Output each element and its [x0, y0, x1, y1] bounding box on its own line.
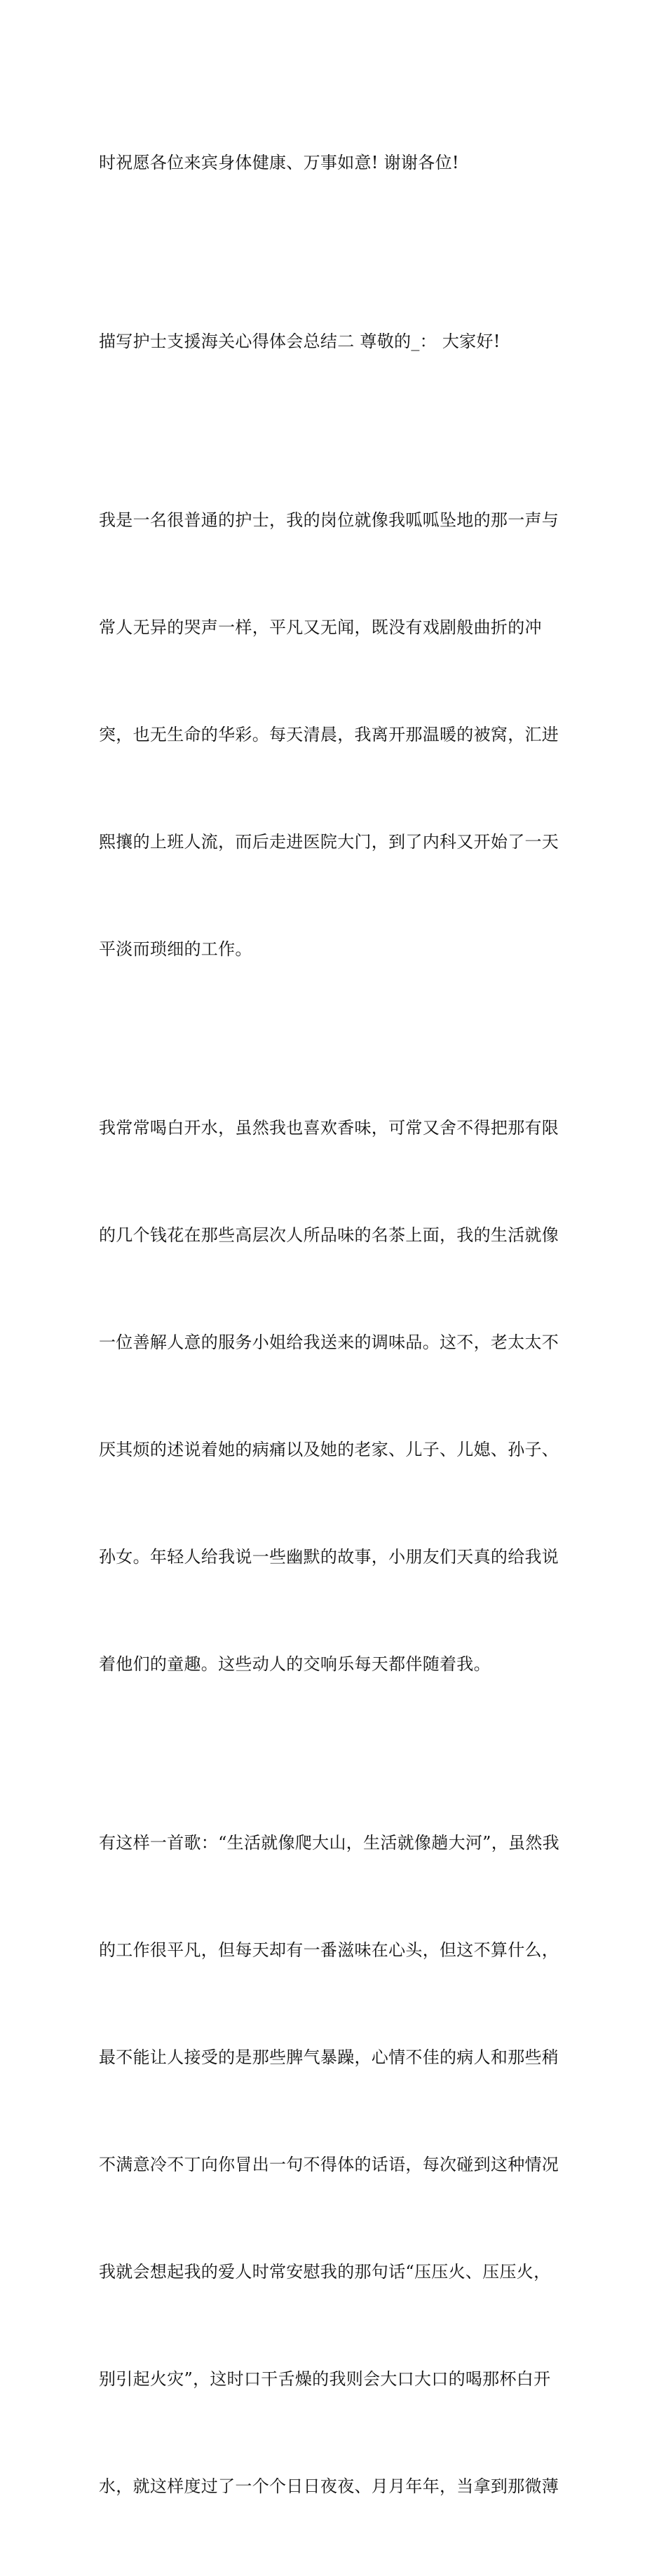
text-line: 我就会想起我的爱人时常安慰我的那句话“压压火、压压火，	[99, 2262, 551, 2282]
text-line: 一位善解人意的服务小姐给我送来的调味品。这不，老太太不	[99, 1333, 559, 1352]
text-line: 不满意冷不丁向你冒出一句不得体的话语，每次碰到这种情况	[99, 2155, 559, 2174]
text-line: 熙攘的上班人流，而后走进医院大门，到了内科又开始了一天	[99, 832, 559, 852]
text-line: 厌其烦的述说着她的病痛以及她的老家、儿子、儿媳、孙子、	[99, 1440, 559, 1459]
text-line: 时祝愿各位来宾身体健康、万事如意! 谢谢各位!	[99, 153, 459, 172]
paragraph-heading-greeting	[99, 252, 576, 431]
paragraph-song	[99, 1754, 576, 2576]
text-line: 别引起火灾”，这时口干舌燥的我则会大口大口的喝那杯白开	[99, 2369, 551, 2389]
text-line: 水，就这样度过了一个个日日夜夜、月月年年，当拿到那微薄	[99, 2476, 559, 2496]
text-line: 描写护士支援海关心得体会总结二 尊敬的_： 大家好!	[99, 332, 501, 351]
text-line: 我常常喝白开水，虽然我也喜欢香味，可常又舍不得把那有限	[99, 1118, 559, 1138]
text-line: 着他们的童趣。这些动人的交响乐每天都伴随着我。	[99, 1654, 491, 1674]
paragraph-closing-wishes	[99, 74, 576, 252]
document-body	[99, 74, 576, 2576]
paragraph-daily-life	[99, 1039, 576, 1754]
text-line: 常人无异的哭声一样，平凡又无闻，既没有戏剧般曲折的冲	[99, 618, 542, 637]
text-line: 孙女。年轻人给我说一些幽默的故事，小朋友们天真的给我说	[99, 1547, 559, 1567]
text-line: 最不能让人接受的是那些脾气暴躁，心情不佳的病人和那些稍	[99, 2047, 559, 2067]
paragraph-intro	[99, 431, 576, 1039]
text-line: 突，也无生命的华彩。每天清晨，我离开那温暖的被窝，汇进	[99, 725, 559, 744]
text-line: 的几个钱花在那些高层次人所品味的名茶上面，我的生活就像	[99, 1225, 559, 1245]
text-line: 的工作很平凡，但每天却有一番滋味在心头，但这不算什么，	[99, 1940, 559, 1960]
text-line: 平淡而琐细的工作。	[99, 939, 252, 959]
text-line: 我是一名很普通的护士，我的岗位就像我呱呱坠地的那一声与	[99, 510, 559, 530]
text-line: 有这样一首歌：“生活就像爬大山，生活就像趟大河”，虽然我	[99, 1833, 559, 1853]
